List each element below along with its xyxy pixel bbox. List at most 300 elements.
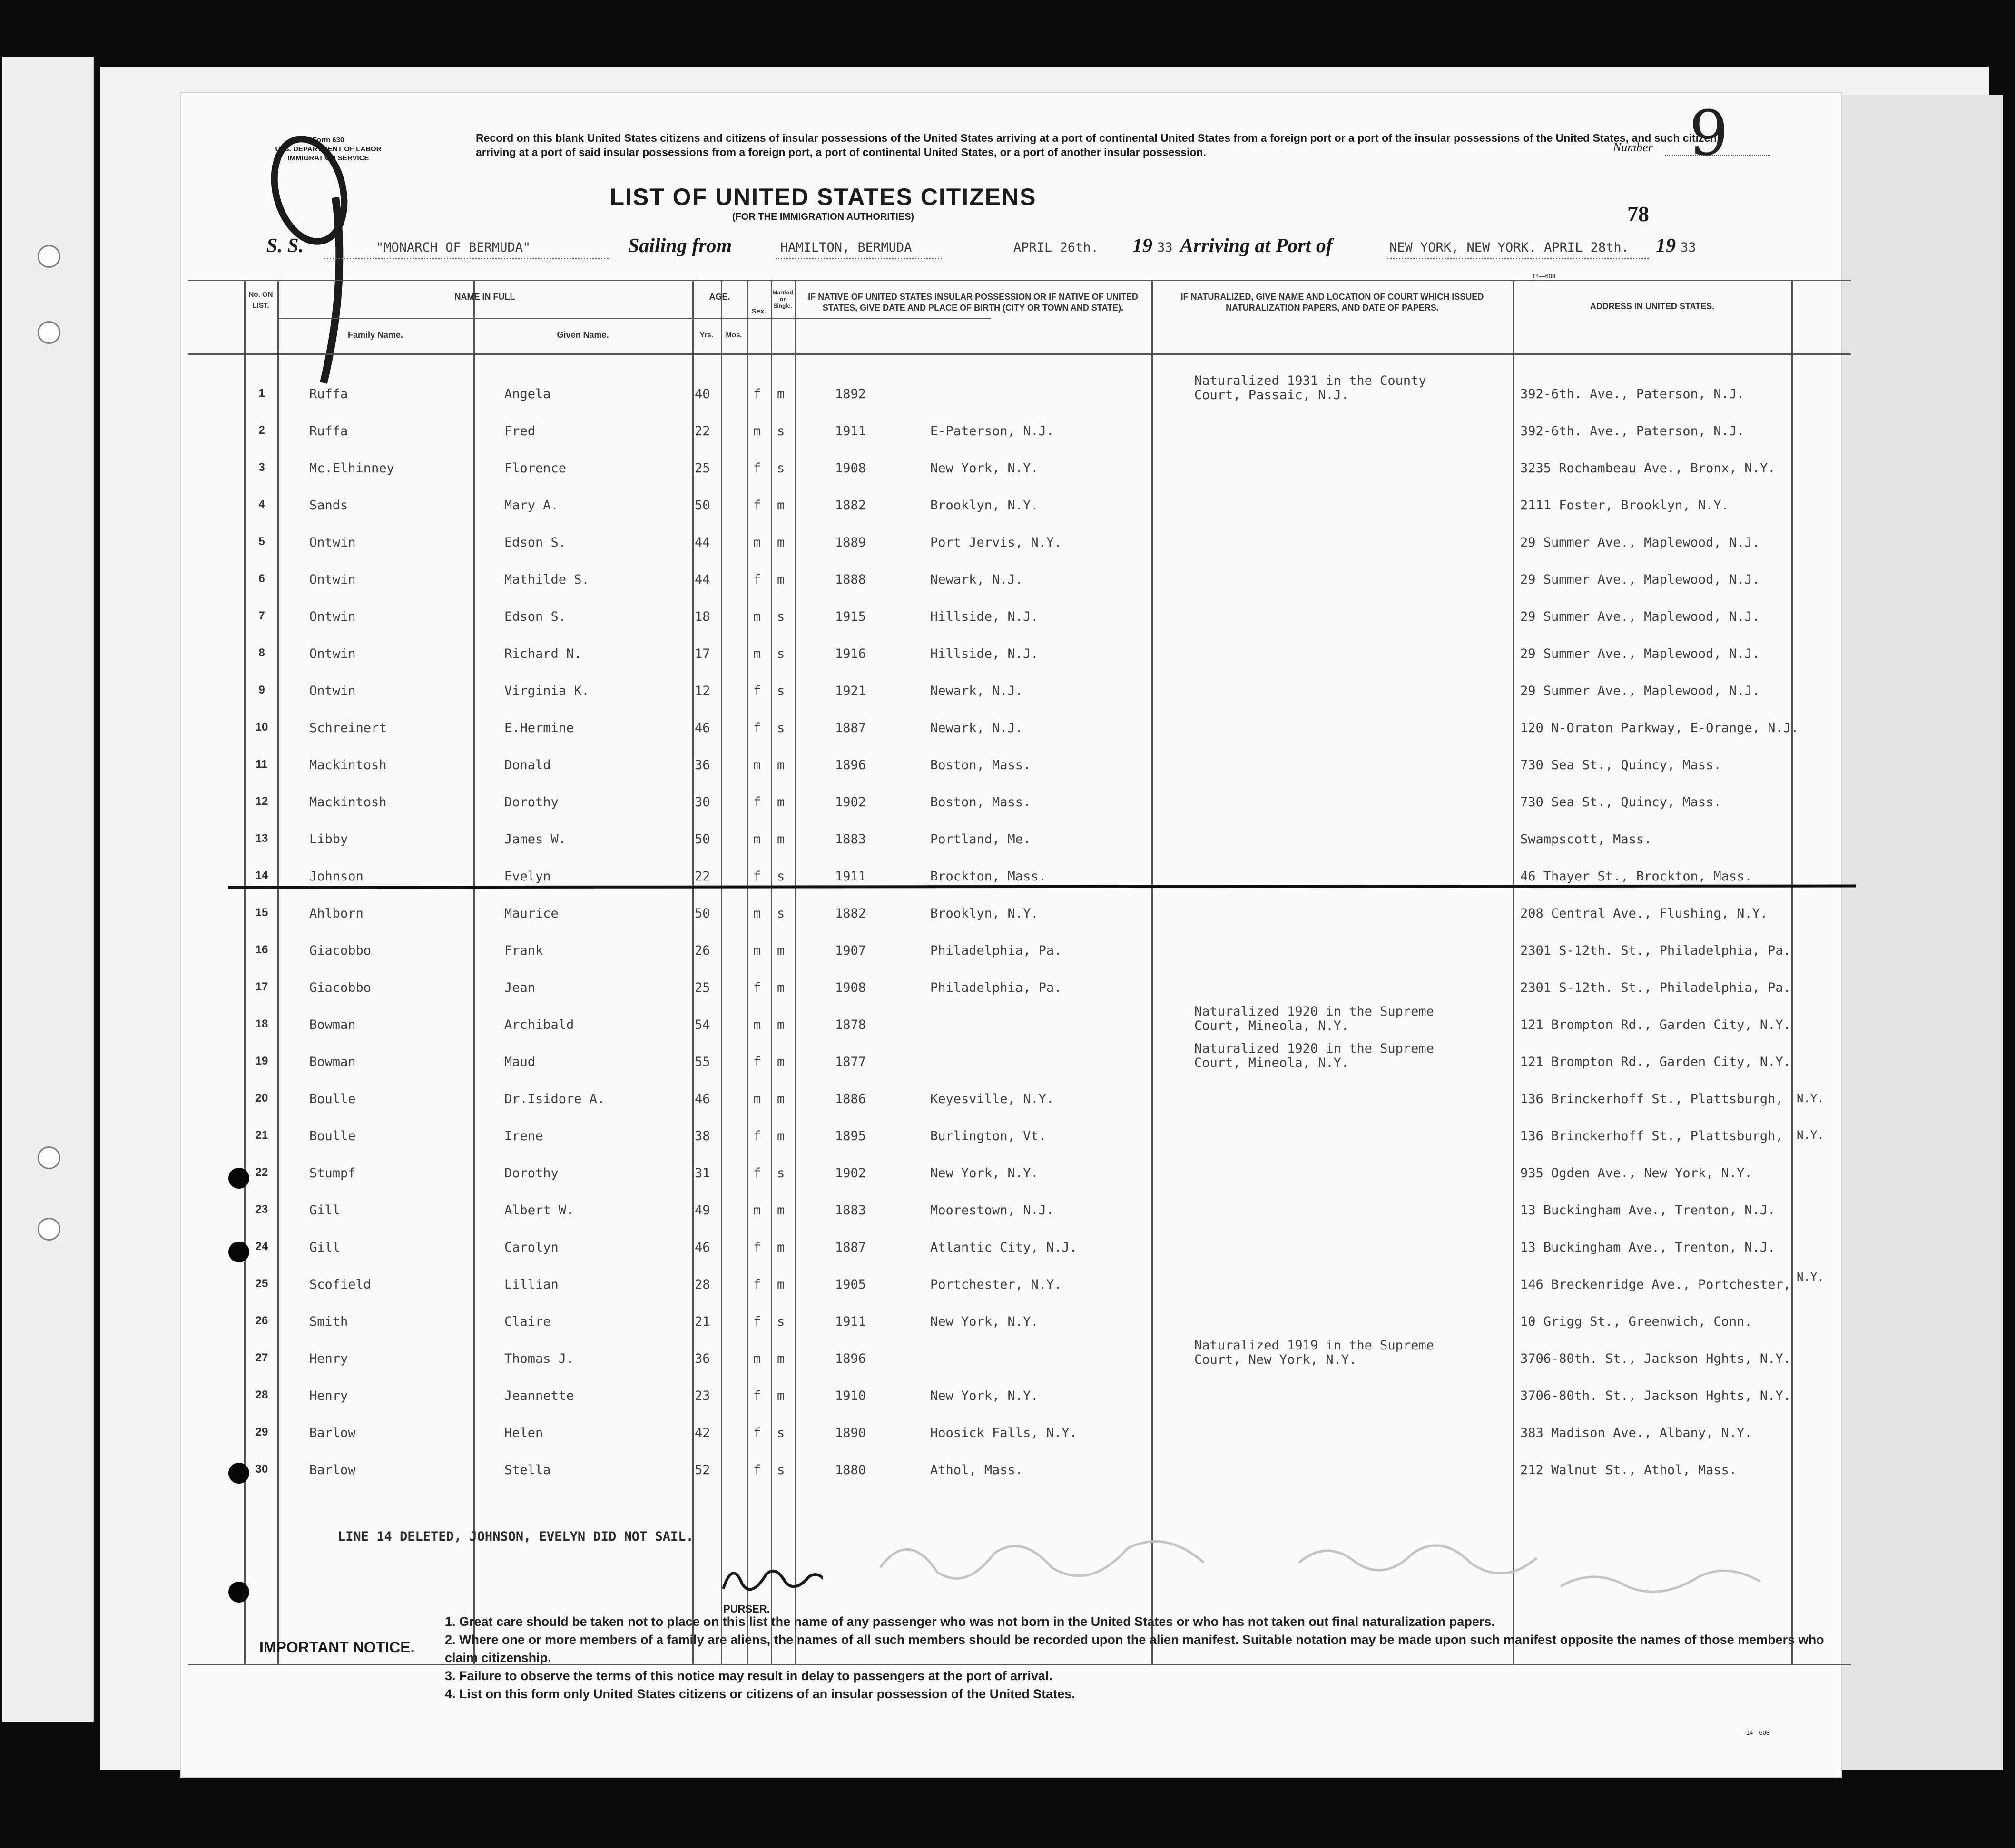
- family-name: Johnson: [309, 869, 364, 884]
- table-row: [188, 818, 1851, 855]
- address: 3235 Rochambeau Ave., Bronx, N.Y.: [1520, 461, 1776, 476]
- birth-place: Hoosick Falls, N.Y.: [930, 1426, 1077, 1440]
- given-name: Stella: [504, 1463, 551, 1477]
- marital-status: m: [777, 758, 785, 772]
- sex: m: [753, 646, 761, 661]
- row-number: 30: [255, 1463, 268, 1476]
- sailing-date: APRIL 26th.: [1013, 240, 1099, 255]
- family-name: Giacobbo: [309, 943, 372, 958]
- punch-hole: [228, 1168, 249, 1189]
- row-number: 13: [255, 832, 268, 845]
- row-number: 29: [255, 1426, 268, 1438]
- given-name: Donald: [504, 758, 551, 772]
- row-number: 11: [256, 758, 268, 771]
- naturalization-line-1: Naturalized 1920 in the Supreme: [1194, 1041, 1434, 1056]
- row-number: 3: [258, 461, 265, 474]
- birth-year: 1916: [835, 646, 866, 661]
- birth-year: 1915: [835, 609, 866, 624]
- row-number: 1: [258, 387, 265, 400]
- birth-place: Newark, N.J.: [930, 684, 1023, 698]
- notice-item: 3. Failure to observe the terms of this notice may result in delay to passengers at the port of arrival.: [445, 1669, 1052, 1683]
- marital-status: m: [777, 572, 785, 587]
- age-years: 22: [695, 424, 710, 439]
- given-name: Jean: [504, 980, 536, 995]
- marital-status: s: [777, 1463, 785, 1477]
- family-name: Ruffa: [309, 424, 348, 439]
- age-years: 46: [695, 721, 710, 735]
- age-years: 44: [695, 535, 710, 550]
- given-name: Dorothy: [504, 1166, 559, 1181]
- naturalization-line-2: Court, Mineola, N.Y.: [1194, 1056, 1349, 1070]
- family-name: Ontwin: [309, 572, 356, 587]
- age-years: 12: [695, 684, 710, 698]
- birth-place: Atlantic City, N.J.: [930, 1240, 1077, 1255]
- table-row: [188, 929, 1851, 966]
- row-number: 27: [255, 1351, 268, 1364]
- address: 3706-80th. St., Jackson Hghts, N.Y.: [1520, 1351, 1791, 1366]
- birth-place: Brooklyn, N.Y.: [930, 498, 1039, 513]
- birth-place: Athol, Mass.: [930, 1463, 1023, 1477]
- birth-place: New York, N.Y.: [930, 1166, 1039, 1181]
- table-row: [188, 781, 1851, 818]
- family-name: Boulle: [309, 1129, 356, 1144]
- overflow-ny: N.Y.: [1797, 1270, 1824, 1283]
- row-number: 12: [255, 795, 268, 808]
- table-row: [188, 1226, 1851, 1263]
- marital-status: m: [777, 535, 785, 550]
- given-name: Irene: [504, 1129, 543, 1144]
- naturalization-line-2: Court, Mineola, N.Y.: [1194, 1018, 1349, 1033]
- binder-hole: [38, 245, 60, 268]
- age-years: 23: [695, 1388, 710, 1403]
- birth-year: 1877: [835, 1055, 866, 1069]
- age-years: 52: [695, 1463, 710, 1477]
- family-name: Henry: [309, 1388, 348, 1403]
- family-name: Mackintosh: [309, 758, 387, 772]
- age-years: 38: [695, 1129, 710, 1144]
- address: 13 Buckingham Ave., Trenton, N.J.: [1520, 1203, 1776, 1218]
- row-number: 9: [258, 684, 265, 696]
- given-name: Richard N.: [504, 646, 582, 661]
- age-years: 31: [695, 1166, 710, 1181]
- given-name: Maud: [504, 1055, 536, 1069]
- given-name: Evelyn: [504, 869, 551, 884]
- row-number: 23: [255, 1203, 268, 1216]
- address: 3706-80th. St., Jackson Hghts, N.Y.: [1520, 1388, 1791, 1403]
- address: 146 Breckenridge Ave., Portchester,: [1520, 1277, 1791, 1292]
- number-label: Number: [1613, 140, 1653, 154]
- purser-signature: [714, 1555, 823, 1598]
- naturalization-line-2: Court, New York, N.Y.: [1194, 1352, 1357, 1367]
- birth-place: Portchester, N.Y.: [930, 1277, 1062, 1292]
- birth-year: 1921: [835, 684, 866, 698]
- address: 212 Walnut St., Athol, Mass.: [1520, 1463, 1737, 1477]
- birth-year: 1908: [835, 980, 866, 995]
- notice-item: 1. Great care should be taken not to place on this list the name of any passenger who was not born in the United States or who has not taken out final naturalization papers.: [445, 1614, 1495, 1629]
- birth-year: 1882: [835, 498, 866, 513]
- family-name: Ontwin: [309, 684, 356, 698]
- age-years: 54: [695, 1017, 710, 1032]
- address: 13 Buckingham Ave., Trenton, N.J.: [1520, 1240, 1776, 1255]
- overflow-ny: N.Y.: [1797, 1092, 1824, 1105]
- age-years: 36: [695, 758, 710, 772]
- row-number: 28: [255, 1388, 268, 1401]
- marital-status: s: [777, 906, 785, 921]
- row-number: 15: [255, 906, 268, 919]
- family-name: Bowman: [309, 1055, 356, 1069]
- deletion-note: LINE 14 DELETED, JOHNSON, EVELYN DID NOT SAIL.: [338, 1529, 694, 1544]
- header-bottom-border: [188, 353, 1851, 355]
- row-number: 18: [255, 1017, 268, 1030]
- age-years: 50: [695, 906, 710, 921]
- family-name: Scofield: [309, 1277, 372, 1292]
- sailing-label: Sailing from: [628, 235, 732, 257]
- birth-year: 1902: [835, 1166, 866, 1181]
- address: 136 Brinckerhoff St., Plattsburgh,: [1520, 1092, 1783, 1106]
- birth-year: 1911: [835, 424, 866, 439]
- sex: m: [753, 1351, 761, 1366]
- birth-year: 1878: [835, 1017, 866, 1032]
- address: 29 Summer Ave., Maplewood, N.J.: [1520, 684, 1760, 698]
- address: 730 Sea St., Quincy, Mass.: [1520, 795, 1721, 810]
- birth-place: New York, N.Y.: [930, 1314, 1039, 1329]
- given-name: Virginia K.: [504, 684, 590, 698]
- naturalization-line-1: Naturalized 1919 in the Supreme: [1194, 1338, 1434, 1353]
- family-name: Gill: [309, 1240, 341, 1255]
- sex: f: [753, 498, 761, 513]
- family-name: Bowman: [309, 1017, 356, 1032]
- family-name: Smith: [309, 1314, 348, 1329]
- address: 121 Brompton Rd., Garden City, N.Y.: [1520, 1017, 1791, 1032]
- family-name: Libby: [309, 832, 348, 847]
- given-name: Jeannette: [504, 1388, 574, 1403]
- sex: m: [753, 1017, 761, 1032]
- sailing-year-prefix: 19: [1132, 235, 1152, 257]
- age-years: 50: [695, 832, 710, 847]
- address: 29 Summer Ave., Maplewood, N.J.: [1520, 609, 1760, 624]
- page-subtitle: (FOR THE IMMIGRATION AUTHORITIES): [732, 212, 914, 222]
- sex: f: [753, 1129, 761, 1144]
- sex: m: [753, 906, 761, 921]
- birth-year: 1886: [835, 1092, 866, 1106]
- age-years: 22: [695, 869, 710, 884]
- sex: m: [753, 1203, 761, 1218]
- given-name: Angela: [504, 387, 551, 401]
- age-years: 46: [695, 1240, 710, 1255]
- birth-year: 1889: [835, 535, 866, 550]
- row-number: 5: [258, 535, 265, 548]
- birth-year: 1887: [835, 1240, 866, 1255]
- family-name: Barlow: [309, 1463, 356, 1477]
- sex: f: [753, 1388, 761, 1403]
- marital-status: m: [777, 1277, 785, 1292]
- naturalization-line-2: Court, Passaic, N.J.: [1194, 388, 1349, 402]
- binder-strip: [2, 57, 94, 1722]
- birth-year: 1892: [835, 387, 866, 401]
- row-number: 7: [258, 609, 265, 622]
- birth-place: Portland, Me.: [930, 832, 1031, 847]
- marital-status: m: [777, 498, 785, 513]
- family-name: Ontwin: [309, 535, 356, 550]
- sex: m: [753, 832, 761, 847]
- table-row: [188, 743, 1851, 781]
- birth-place: Brockton, Mass.: [930, 869, 1046, 884]
- birth-place: Newark, N.J.: [930, 572, 1023, 587]
- address: 2301 S-12th. St., Philadelphia, Pa.: [1520, 980, 1791, 995]
- given-name: Fred: [504, 424, 536, 439]
- birth-place: Boston, Mass.: [930, 795, 1031, 810]
- address: 46 Thayer St., Brockton, Mass.: [1520, 869, 1752, 884]
- row-number: 26: [255, 1314, 268, 1327]
- birth-place: Boston, Mass.: [930, 758, 1031, 772]
- naturalization-line-1: Naturalized 1931 in the County: [1194, 373, 1426, 388]
- age-years: 49: [695, 1203, 710, 1218]
- given-name: Mathilde S.: [504, 572, 590, 587]
- table-row: [188, 1337, 1851, 1374]
- notice-title: IMPORTANT NOTICE.: [259, 1639, 415, 1656]
- address: 208 Central Ave., Flushing, N.Y.: [1520, 906, 1768, 921]
- address: 2111 Foster, Brooklyn, N.Y.: [1520, 498, 1729, 513]
- age-years: 46: [695, 1092, 710, 1106]
- family-name: Ontwin: [309, 646, 356, 661]
- arriving-year-prefix: 19: [1656, 235, 1676, 257]
- family-name: Mackintosh: [309, 795, 387, 810]
- manifest-page: [181, 93, 1841, 1777]
- row-number: 24: [255, 1240, 268, 1253]
- age-years: 30: [695, 795, 710, 810]
- age-years: 36: [695, 1351, 710, 1366]
- notice-code: 14—608: [1746, 1729, 1770, 1736]
- table-row: [188, 1189, 1851, 1226]
- marital-status: m: [777, 795, 785, 810]
- given-name: Archibald: [504, 1017, 574, 1032]
- arriving-year: 33: [1681, 240, 1696, 255]
- address: 392-6th. Ave., Paterson, N.J.: [1520, 424, 1745, 439]
- given-name: E.Hermine: [504, 721, 574, 735]
- header-divider: [277, 318, 991, 319]
- given-name: James W.: [504, 832, 567, 847]
- marital-status: m: [777, 1092, 785, 1106]
- birth-place: New York, N.Y.: [930, 1388, 1039, 1403]
- given-name: Helen: [504, 1426, 543, 1440]
- family-name: Schreinert: [309, 721, 387, 735]
- birth-place: New York, N.Y.: [930, 461, 1039, 476]
- sex: m: [753, 943, 761, 958]
- row-number: 20: [255, 1092, 268, 1105]
- birth-place: Hillside, N.J.: [930, 609, 1039, 624]
- table-row: [188, 484, 1851, 521]
- family-name: Sands: [309, 498, 348, 513]
- family-name: Stumpf: [309, 1166, 356, 1181]
- marital-status: s: [777, 646, 785, 661]
- birth-year: 1896: [835, 1351, 866, 1366]
- birth-place: Moorestown, N.J.: [930, 1203, 1054, 1218]
- address: 120 N-Oraton Parkway, E-Orange, N.J.: [1520, 721, 1799, 735]
- age-years: 50: [695, 498, 710, 513]
- row-number: 2: [258, 424, 265, 437]
- sailing-year: 33: [1157, 240, 1173, 255]
- binder-hole: [38, 321, 60, 344]
- col-header-name-in-full: NAME IN FULL: [454, 292, 515, 302]
- faint-handwritten-notes: [871, 1520, 1775, 1596]
- marital-status: m: [777, 1388, 785, 1403]
- row-number: 14: [255, 869, 268, 882]
- given-name: Dr.Isidore A.: [504, 1092, 605, 1106]
- row-number: 4: [258, 498, 265, 511]
- sex: f: [753, 1166, 761, 1181]
- age-years: 55: [695, 1055, 710, 1069]
- birth-place: Hillside, N.J.: [930, 646, 1039, 661]
- marital-status: m: [777, 943, 785, 958]
- birth-year: 1888: [835, 572, 866, 587]
- given-name: Lillian: [504, 1277, 559, 1292]
- col-header-no: No. ON LIST.: [248, 291, 273, 310]
- underlying-page-edge: [1841, 95, 2003, 1770]
- marital-status: m: [777, 1203, 785, 1218]
- table-row: [188, 410, 1851, 447]
- punch-hole: [228, 1463, 249, 1484]
- table-row: [188, 447, 1851, 484]
- table-row: [188, 1040, 1851, 1077]
- notice-item: 2. Where one or more members of a family are aliens, the names of all such members should be recorded upon the alien manifest. Suitable notation may be made upon such manifest opposite the names of those members who claim citizenship.: [445, 1633, 1824, 1665]
- birth-place: Philadelphia, Pa.: [930, 980, 1062, 995]
- sex: m: [753, 535, 761, 550]
- row-number: 8: [258, 646, 265, 659]
- family-name: Boulle: [309, 1092, 356, 1106]
- row-number: 25: [255, 1277, 268, 1290]
- marital-status: s: [777, 424, 785, 439]
- page-title: LIST OF UNITED STATES CITIZENS: [609, 184, 1037, 210]
- table-row: [188, 1411, 1851, 1448]
- birth-year: 1905: [835, 1277, 866, 1292]
- table-row: [188, 1077, 1851, 1115]
- sex: m: [753, 1092, 761, 1106]
- table-top-border: [188, 280, 1851, 281]
- col-header-yrs: Yrs.: [699, 331, 714, 339]
- birth-year: 1887: [835, 721, 866, 735]
- marital-status: s: [777, 1166, 785, 1181]
- sex: f: [753, 869, 761, 884]
- arriving-label: Arriving at Port of: [1180, 235, 1333, 257]
- address: 29 Summer Ave., Maplewood, N.J.: [1520, 572, 1760, 587]
- address: 392-6th. Ave., Paterson, N.J.: [1520, 387, 1745, 401]
- sex: f: [753, 1277, 761, 1292]
- marital-status: m: [777, 387, 785, 401]
- table-row: [188, 706, 1851, 743]
- birth-place: Newark, N.J.: [930, 721, 1023, 735]
- col-header-age: AGE.: [709, 292, 730, 302]
- marital-status: s: [777, 721, 785, 735]
- address: 2301 S-12th. St., Philadelphia, Pa.: [1520, 943, 1791, 958]
- col-header-address: ADDRESS IN UNITED STATES.: [1590, 302, 1715, 311]
- marital-status: s: [777, 869, 785, 884]
- sex: f: [753, 387, 761, 401]
- given-name: Edson S.: [504, 609, 567, 624]
- birth-place: Keyesville, N.Y.: [930, 1092, 1054, 1106]
- birth-year: 1911: [835, 1314, 866, 1329]
- sex: f: [753, 1240, 761, 1255]
- table-row: [188, 669, 1851, 706]
- given-name: Maurice: [504, 906, 559, 921]
- table-row: [188, 1374, 1851, 1411]
- ss-label: S. S.: [266, 235, 304, 257]
- birth-year: 1896: [835, 758, 866, 772]
- age-years: 21: [695, 1314, 710, 1329]
- birth-place: Port Jervis, N.Y.: [930, 535, 1062, 550]
- col-header-given-name: Given Name.: [557, 330, 609, 340]
- marital-status: s: [777, 1314, 785, 1329]
- col-header-mos: Mos.: [726, 331, 742, 339]
- given-name: Claire: [504, 1314, 551, 1329]
- given-name: Florence: [504, 461, 567, 476]
- overflow-ny: N.Y.: [1797, 1128, 1824, 1142]
- sailing-line: [776, 257, 942, 259]
- marital-status: m: [777, 832, 785, 847]
- family-name: Barlow: [309, 1426, 356, 1440]
- table-row: [188, 595, 1851, 632]
- marital-status: m: [777, 1055, 785, 1069]
- address: 383 Madison Ave., Albany, N.Y.: [1520, 1426, 1752, 1440]
- marital-status: s: [777, 609, 785, 624]
- arriving-port: NEW YORK, NEW YORK. APRIL 28th.: [1389, 240, 1629, 255]
- purser-label: PURSER.: [723, 1603, 770, 1615]
- sex: f: [753, 572, 761, 587]
- given-name: Frank: [504, 943, 543, 958]
- birth-year: 1890: [835, 1426, 866, 1440]
- address: Swampscott, Mass.: [1520, 832, 1652, 847]
- age-years: 17: [695, 646, 710, 661]
- birth-year: 1902: [835, 795, 866, 810]
- binder-hole: [38, 1218, 60, 1241]
- notice-item: 4. List on this form only United States citizens or citizens of an insular possession of the United States.: [445, 1687, 1075, 1701]
- birth-year: 1882: [835, 906, 866, 921]
- ship-line: [324, 257, 609, 259]
- service-name: IMMIGRATION SERVICE: [287, 154, 369, 162]
- row-number: 6: [258, 572, 265, 585]
- birth-place: Brooklyn, N.Y.: [930, 906, 1039, 921]
- address: 136 Brinckerhoff St., Plattsburgh,: [1520, 1129, 1783, 1144]
- print-code: 14—608: [1532, 273, 1556, 280]
- birth-place: E-Paterson, N.J.: [930, 424, 1054, 439]
- table-row: [188, 1263, 1851, 1300]
- ship-name: "MONARCH OF BERMUDA": [376, 240, 531, 255]
- family-name: Ontwin: [309, 609, 356, 624]
- age-years: 18: [695, 609, 710, 624]
- birth-year: 1908: [835, 461, 866, 476]
- age-years: 25: [695, 980, 710, 995]
- table-row: [188, 1300, 1851, 1337]
- sex: f: [753, 1426, 761, 1440]
- given-name: Albert W.: [504, 1203, 574, 1218]
- age-years: 40: [695, 387, 710, 401]
- col-header-sex: Sex.: [751, 307, 767, 315]
- sex: f: [753, 461, 761, 476]
- given-name: Edson S.: [504, 535, 567, 550]
- family-name: Henry: [309, 1351, 348, 1366]
- birth-year: 1883: [835, 832, 866, 847]
- marital-status: s: [777, 1426, 785, 1440]
- notice-list: [445, 1613, 1825, 1703]
- birth-year: 1907: [835, 943, 866, 958]
- sex: f: [753, 684, 761, 698]
- department-name: U. S. DEPARTMENT OF LABOR: [275, 145, 382, 153]
- sex: f: [753, 1314, 761, 1329]
- birth-year: 1910: [835, 1388, 866, 1403]
- family-name: Ahlborn: [309, 906, 364, 921]
- birth-place: Burlington, Vt.: [930, 1129, 1046, 1144]
- punch-hole: [228, 1582, 249, 1603]
- col-header-married-single: Married or Single.: [772, 289, 793, 309]
